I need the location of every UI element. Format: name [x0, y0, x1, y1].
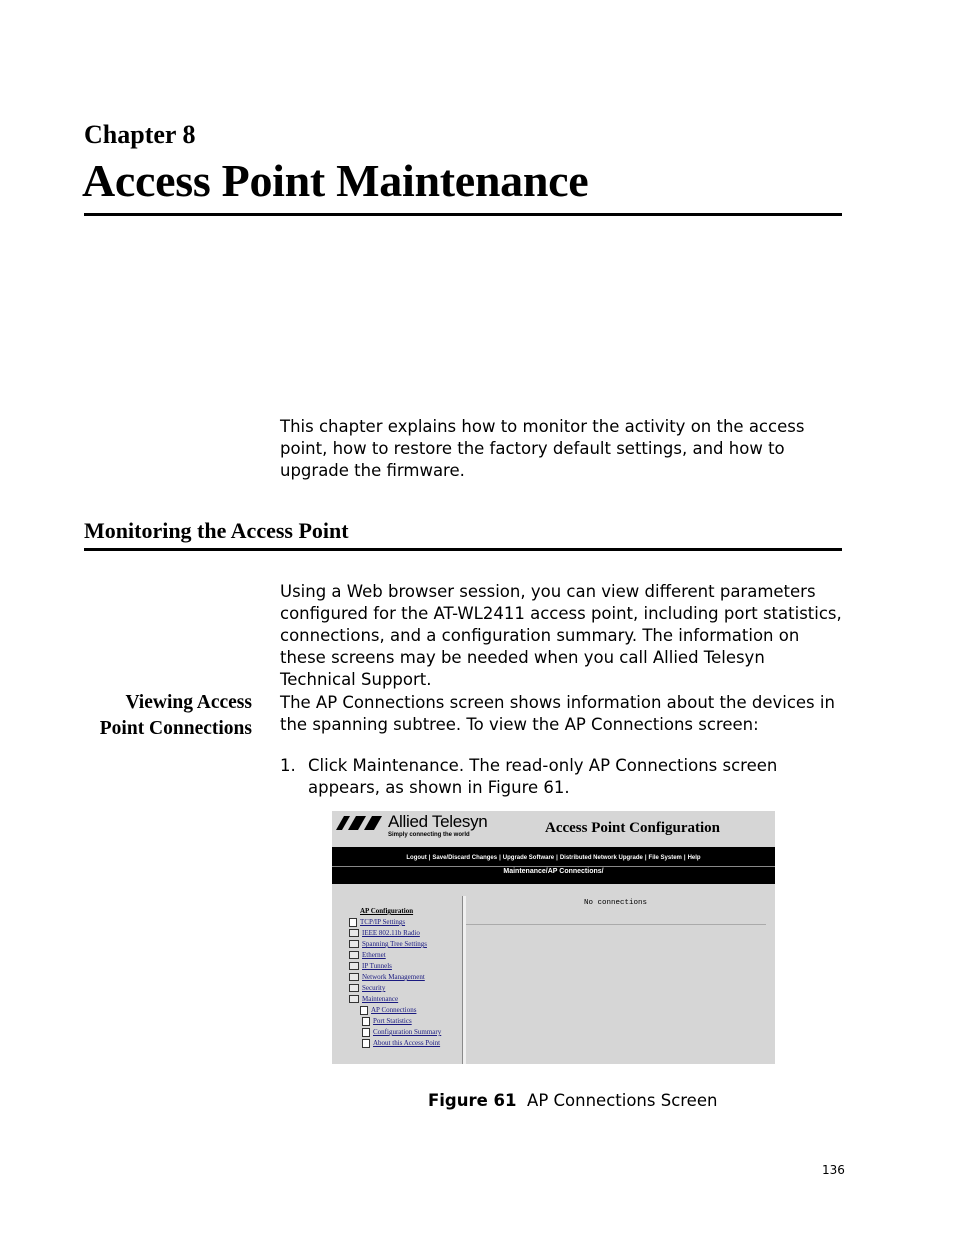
nav-logout[interactable]: Logout: [406, 855, 427, 861]
open-folder-icon: [349, 995, 359, 1003]
caption-label: Figure 61: [428, 1091, 517, 1110]
section-rule: [84, 548, 842, 551]
connections-paragraph: The AP Connections screen shows information about the devices in the spanning subtree. To view the AP Connections screen:: [280, 693, 835, 734]
figure-screenshot: [332, 811, 775, 1064]
nav-file-system[interactable]: File System: [648, 855, 682, 861]
allied-telesyn-logo-icon: [336, 816, 384, 830]
folder-icon: [349, 940, 359, 948]
document-icon: [362, 1017, 370, 1026]
tree-item[interactable]: IEEE 802.11b Radio: [349, 929, 420, 937]
tree-item[interactable]: Network Management: [349, 973, 425, 981]
title-rule: [84, 213, 842, 216]
document-icon: [349, 918, 357, 927]
tree-item[interactable]: TCP/IP Settings: [349, 918, 405, 927]
monitoring-paragraph: Using a Web browser session, you can view different parameters configured for the AT-WL2411 access point, including port statistics, connections, and a configuration summary. The information on these screens may be needed when you call Allied Telesyn Technical Support.: [280, 582, 842, 689]
step-text: Click Maintenance. The read-only AP Connections screen appears, as shown in Figure 61.: [308, 756, 778, 797]
tree-item[interactable]: Ethernet: [349, 951, 386, 959]
document-icon: [360, 1006, 368, 1015]
tree-root[interactable]: AP Configuration: [360, 907, 414, 915]
figure-title: Access Point Configuration: [545, 820, 720, 836]
tree-item[interactable]: Maintenance: [349, 995, 398, 1003]
tree-subitem[interactable]: AP Connections: [360, 1006, 416, 1015]
tree-subitem[interactable]: Configuration Summary: [362, 1028, 441, 1037]
subsection-heading: Viewing Access Point Connections: [99, 692, 252, 739]
nav-path: Maintenance/AP Connections/: [503, 868, 604, 875]
config-tree: [332, 896, 462, 1064]
tree-subitem[interactable]: Port Statistics: [362, 1017, 412, 1026]
section-heading: Monitoring the Access Point: [84, 518, 349, 543]
document-icon: [362, 1039, 370, 1048]
nav-upgrade-software[interactable]: Upgrade Software: [502, 855, 555, 861]
nav-links: Logout | Save/Discard Changes | Upgrade Software | Distributed Network Upgrade | File System | Help: [406, 855, 701, 861]
tree-item[interactable]: IP Tunnels: [349, 962, 392, 970]
tree-item[interactable]: Spanning Tree Settings: [349, 940, 427, 948]
folder-icon: [349, 951, 359, 959]
folder-icon: [349, 984, 359, 992]
document-icon: [362, 1028, 370, 1037]
step-number: 1.: [280, 756, 296, 775]
no-connections-text: No connections: [584, 899, 648, 907]
chapter-title: Access Point Maintenance: [82, 155, 589, 206]
tree-item[interactable]: Security: [349, 984, 385, 992]
logo-name: Allied Telesyn: [388, 812, 488, 831]
folder-icon: [349, 973, 359, 981]
folder-icon: [349, 962, 359, 970]
nav-distributed-upgrade[interactable]: Distributed Network Upgrade: [559, 855, 643, 861]
folder-icon: [349, 929, 359, 937]
nav-save-discard[interactable]: Save/Discard Changes: [432, 855, 498, 861]
figure-nav-bar: [332, 847, 775, 884]
content-frame: [466, 896, 775, 1064]
logo-tagline: Simply connecting the world: [388, 832, 470, 838]
figure-caption: [428, 1091, 717, 1110]
figure-header: [332, 811, 775, 847]
intro-paragraph: This chapter explains how to monitor the activity on the access point, how to restore the factory default settings, and how to upgrade the firmware.: [280, 417, 805, 480]
page-number: 136: [822, 1163, 845, 1177]
caption-text: AP Connections Screen: [527, 1091, 718, 1110]
nav-help[interactable]: Help: [687, 855, 701, 861]
tree-subitem[interactable]: About this Access Point: [362, 1039, 440, 1048]
chapter-label: Chapter 8: [84, 120, 196, 149]
